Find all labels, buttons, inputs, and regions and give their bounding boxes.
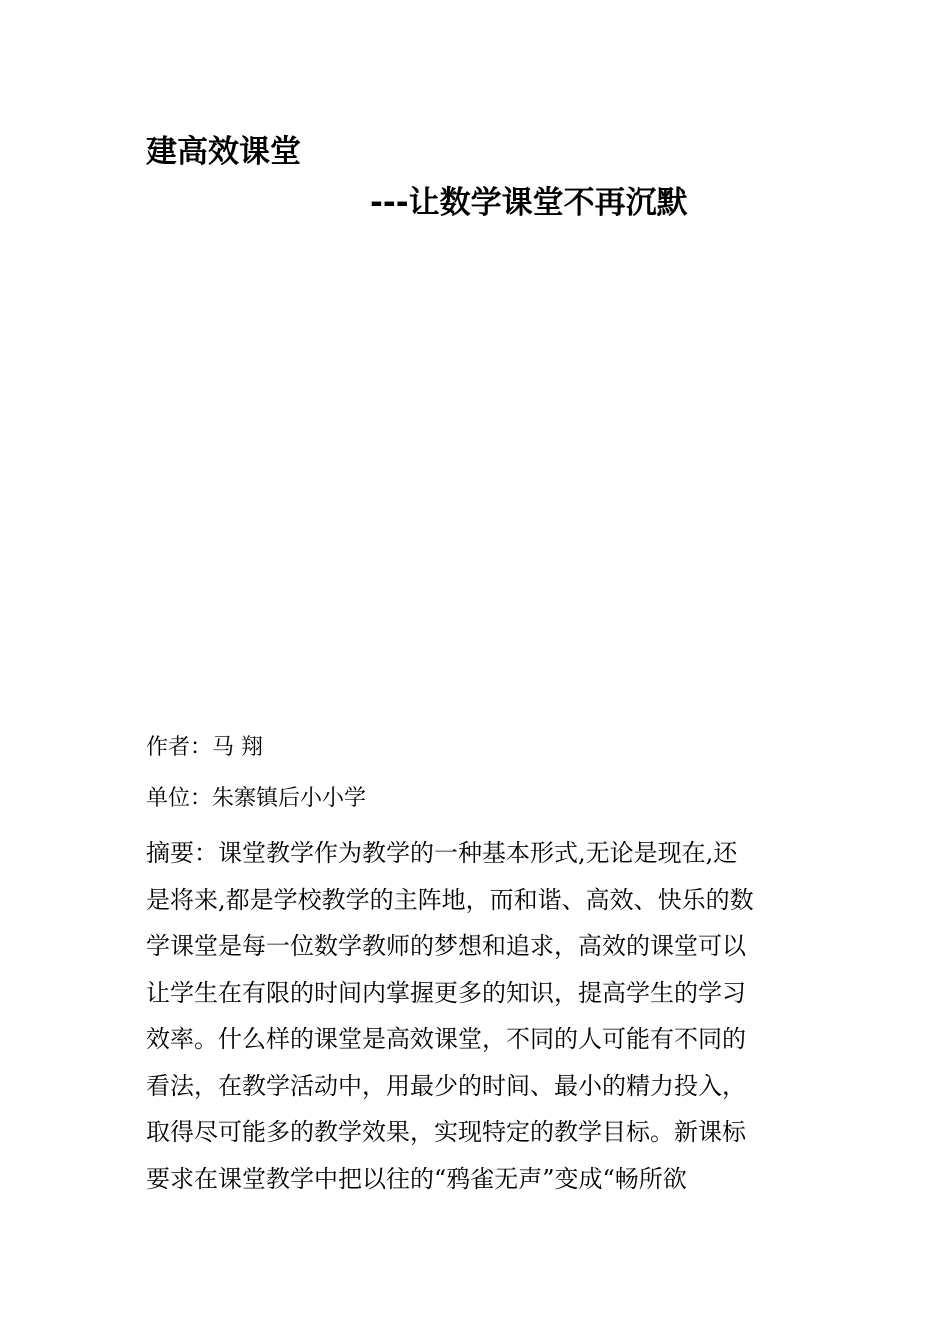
abstract-line: 取得尽可能多的教学效果，实现特定的教学目标。新课标 [146, 1118, 746, 1146]
author-name: 马 翔 [212, 735, 264, 760]
document-title: 建高效课堂 [146, 134, 301, 170]
abstract-line: 效率。什么样的课堂是高效课堂，不同的人可能有不同的 [146, 1025, 746, 1053]
unit-line [146, 784, 366, 814]
unit-label: 单位： [146, 786, 213, 811]
abstract-paragraph [146, 830, 808, 1202]
abstract-line: 让学生在有限的时间内掌握更多的知识，提高学生的学习 [146, 978, 746, 1007]
abstract-line: 要求在课堂教学中把以往的“鸦雀无声”变成“畅所欲 [146, 1164, 687, 1193]
abstract-line: 学课堂是每一位数学教师的梦想和追求，高效的课堂可以 [146, 932, 746, 960]
abstract-line: 看法，在教学活动中，用最少的时间、最小的精力投入， [146, 1071, 746, 1100]
abstract-line: 摘要：课堂教学作为教学的一种基本形式,无论是现在,还 [146, 839, 738, 867]
abstract-line: 是将来,都是学校教学的主阵地，而和谐、高效、快乐的数 [146, 885, 754, 914]
author-line [146, 733, 263, 763]
author-label: 作者： [146, 735, 213, 760]
unit-name: 朱寨镇后小小学 [212, 786, 367, 811]
document-subtitle: ---让数学课堂不再沉默 [370, 185, 688, 221]
